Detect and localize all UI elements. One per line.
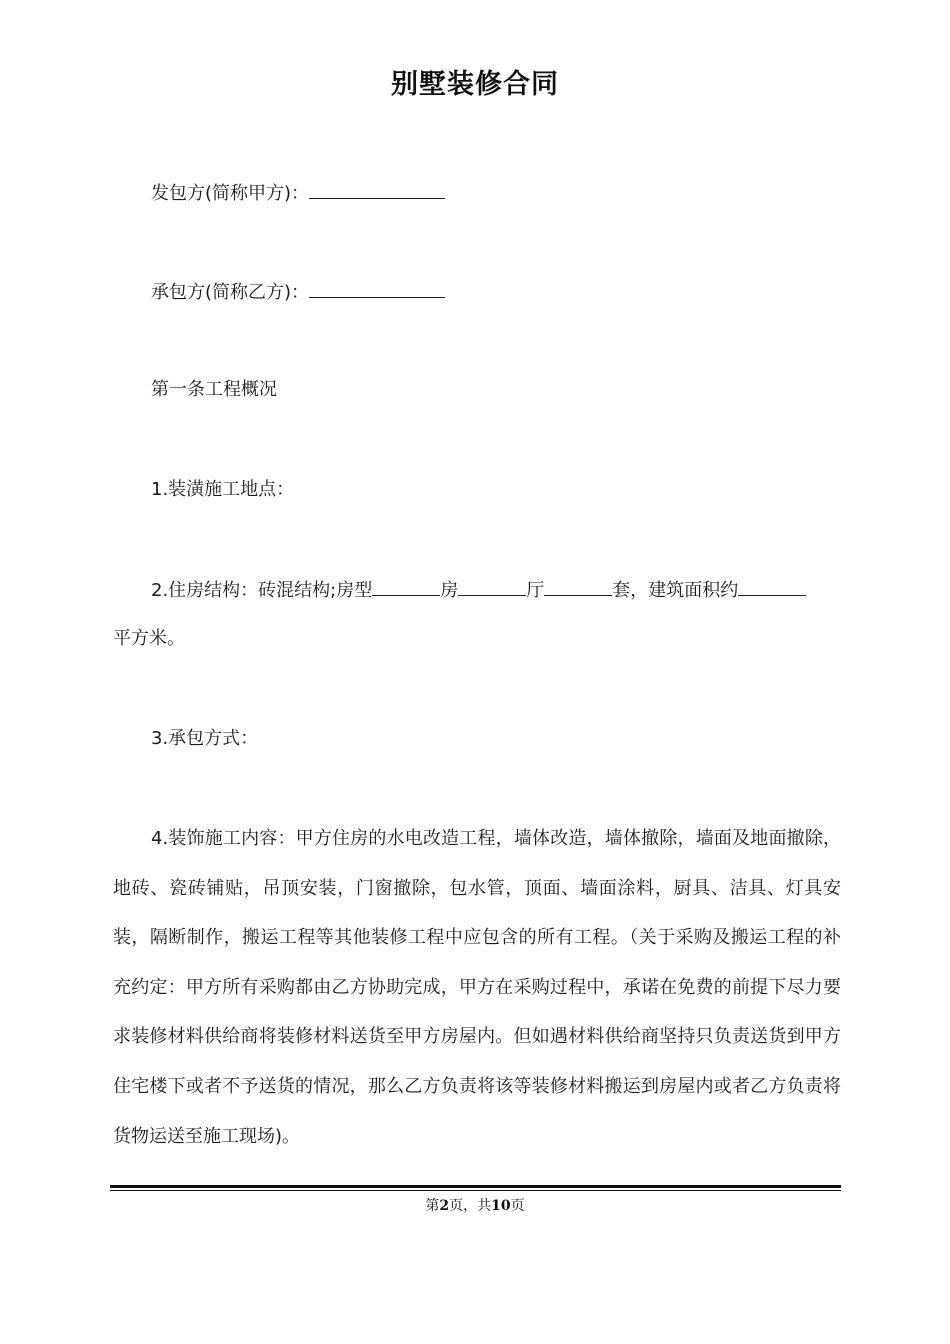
item-2-line1 <box>113 577 881 603</box>
area-blank <box>738 577 806 596</box>
item-2-part2: 房 <box>440 580 459 601</box>
item-2-line2: 平方米。 <box>113 628 185 649</box>
halls-blank <box>458 577 526 596</box>
party-a-label: 发包方(简称甲方)： <box>151 183 310 204</box>
item-4-text: 4.装饰施工内容：甲方住房的水电改造工程，墙体改造，墙体撤除，墙面及地面撤除，地砖、瓷砖铺贴，吊顶安装，门窗撤除，包水管，顶面、墙面涂料，厨具、洁具、灯具安装，隔断制作，搬运工程等其他装修工程中应包含的所有工程。（关于采购及搬运工程的补充约定：甲方所有采购都由乙方协助完成，甲方在采购过程中，承诺在免费的前提下尽力要求装修材料供给商将装修材料送货至甲方房屋内。但如遇材料供给商坚持只负责送货到甲方住宅楼下或者不予送货的情况，那么乙方负责将该等装修材料搬运到房屋内或者乙方负责将货物运送至施工现场)。 <box>113 828 841 1147</box>
footer-rule-thin <box>110 1190 841 1191</box>
document-title: 别墅装修合同 <box>391 69 559 100</box>
footer-rule-thick <box>110 1185 841 1188</box>
party-a-blank <box>309 180 445 199</box>
rooms-blank <box>372 577 440 596</box>
footer-page-number: 2 <box>439 1198 450 1214</box>
item-2-part1: 2.住房结构：砖混结构;房型 <box>151 580 373 601</box>
section-heading: 第一条工程概况 <box>151 379 277 400</box>
footer-prefix: 第 <box>425 1198 440 1214</box>
party-b-line <box>113 279 881 305</box>
item-1: 1.装潢施工地点： <box>151 479 295 500</box>
party-b-blank <box>309 279 445 298</box>
party-a-line <box>113 180 881 206</box>
units-blank <box>544 577 612 596</box>
item-3: 3.承包方式： <box>151 728 259 749</box>
footer-suffix: 页 <box>510 1198 525 1214</box>
footer-total-pages: 10 <box>491 1198 511 1214</box>
party-b-label: 承包方(简称乙方)： <box>151 282 310 303</box>
page-footer <box>0 1195 950 1215</box>
item-4-paragraph <box>113 814 841 1161</box>
footer-middle: 页，共 <box>449 1198 492 1214</box>
item-2-part3: 厅 <box>526 580 545 601</box>
item-2-part4: 套，建筑面积约 <box>612 580 739 601</box>
